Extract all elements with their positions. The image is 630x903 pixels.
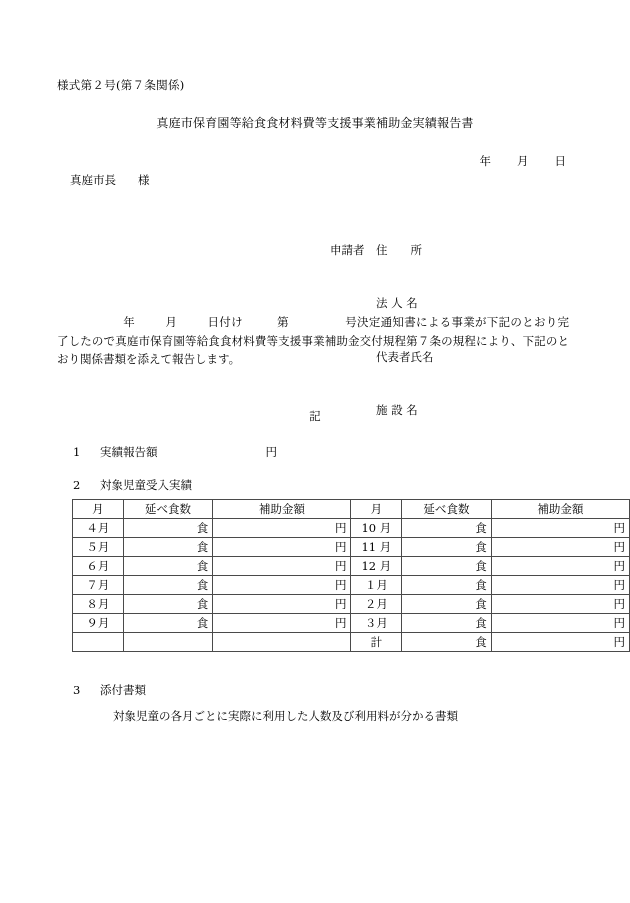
cell-meals-left[interactable]: 食 [123, 614, 213, 633]
cell-meals-left[interactable]: 食 [123, 595, 213, 614]
applicant-label: 申請者 [330, 242, 365, 257]
form-number: 様式第２号(第７条関係) [57, 78, 185, 92]
cell-month-left: ９月 [73, 614, 124, 633]
addressee-honorific: 様 [138, 173, 150, 187]
cell-meals-left[interactable]: 食 [123, 519, 213, 538]
cell-meals-right[interactable]: 食 [402, 595, 492, 614]
cell-month-right: 10 月 [351, 519, 402, 538]
applicant-facility-label: 施 設 名 [376, 402, 418, 417]
header-amount-right: 補助金額 [491, 500, 629, 519]
body-number-prefix: 第 [276, 315, 289, 329]
body-paragraph [57, 313, 569, 369]
header-month-right: 月 [351, 500, 402, 519]
table-row [73, 595, 630, 614]
header-month-left: 月 [73, 500, 124, 519]
cell-amount-right[interactable]: 円 [491, 519, 629, 538]
performance-table [72, 499, 630, 652]
applicant-address-label: 住 所 [376, 242, 422, 257]
document-title: 真庭市保育園等給食食材料費等支援事業補助金実績報告書 [156, 116, 474, 130]
item-2-children-record [73, 477, 192, 494]
item-2-number: 2 [73, 478, 81, 492]
cell-month-left: ７月 [73, 576, 124, 595]
header-meals-left: 延べ食数 [123, 500, 213, 519]
cell-month-left: ６月 [73, 557, 124, 576]
cell-meals-right[interactable]: 食 [402, 519, 492, 538]
cell-month-right: １月 [351, 576, 402, 595]
ki-marker: 記 [309, 409, 321, 423]
addressee-name: 真庭市長 [70, 173, 116, 187]
cell-meals-right[interactable]: 食 [402, 576, 492, 595]
item-1-unit: 円 [265, 445, 277, 459]
cell-amount-left[interactable]: 円 [213, 557, 351, 576]
cell-month-left: ５月 [73, 538, 124, 557]
item-1-number: 1 [73, 445, 81, 459]
item-1-performance-amount [73, 444, 277, 461]
cell-amount-left[interactable]: 円 [213, 614, 351, 633]
spacer-cell [123, 633, 213, 652]
table-row [73, 519, 630, 538]
item-3-number: 3 [73, 683, 81, 697]
applicant-corp-row [330, 295, 434, 313]
addressee [70, 172, 150, 189]
cell-meals-left[interactable]: 食 [123, 576, 213, 595]
cell-meals-right[interactable]: 食 [402, 614, 492, 633]
cell-amount-right[interactable]: 円 [491, 538, 629, 557]
date-line [0, 153, 566, 170]
header-amount-left: 補助金額 [213, 500, 351, 519]
header-meals-right: 延べ食数 [402, 500, 492, 519]
date-year: 年 [479, 154, 491, 168]
item-3-detail: 対象児童の各月ごとに実際に利用した人数及び利用料が分かる書類 [113, 709, 458, 723]
body-text: 号決定通知書による事業が下記のとおり完了したので真庭市保育園等給食食材料費等支援事業補助金交付規程第７条の規程により、下記のとおり関係書類を添えて報告します。 [57, 315, 570, 367]
cell-amount-left[interactable]: 円 [213, 595, 351, 614]
table-row [73, 576, 630, 595]
spacer-cell [73, 633, 124, 652]
total-amount[interactable]: 円 [491, 633, 629, 652]
cell-amount-right[interactable]: 円 [491, 595, 629, 614]
item-1-label: 実績報告額 [100, 445, 158, 459]
cell-month-right: ３月 [351, 614, 402, 633]
cell-amount-left[interactable]: 円 [213, 576, 351, 595]
cell-meals-right[interactable]: 食 [402, 538, 492, 557]
cell-amount-left[interactable]: 円 [213, 538, 351, 557]
cell-amount-left[interactable]: 円 [213, 519, 351, 538]
cell-month-right: ２月 [351, 595, 402, 614]
cell-amount-right[interactable]: 円 [491, 614, 629, 633]
cell-meals-left[interactable]: 食 [123, 557, 213, 576]
spacer-cell [213, 633, 351, 652]
date-day: 日 [554, 154, 566, 168]
cell-amount-right[interactable]: 円 [491, 557, 629, 576]
table-total-row [73, 633, 630, 652]
cell-meals-left[interactable]: 食 [123, 538, 213, 557]
body-date-month: 月 [165, 315, 178, 329]
body-date-year: 年 [123, 315, 136, 329]
table-row [73, 538, 630, 557]
applicant-corporation-label: 法 人 名 [376, 296, 418, 311]
applicant-representative-label: 代表者氏名 [376, 349, 434, 364]
cell-month-right: 11 月 [351, 538, 402, 557]
table-row [73, 557, 630, 576]
body-date-day: 日付け [207, 315, 243, 329]
total-label: 計 [351, 633, 402, 652]
item-3-label: 添付書類 [100, 683, 146, 697]
table-header-row [73, 500, 630, 519]
cell-month-left: ８月 [73, 595, 124, 614]
item-2-label: 対象児童受入実績 [100, 478, 192, 492]
item-3-attachments [73, 682, 146, 699]
cell-meals-right[interactable]: 食 [402, 557, 492, 576]
cell-month-right: 12 月 [351, 557, 402, 576]
applicant-address-row [330, 242, 434, 260]
total-meals[interactable]: 食 [402, 633, 492, 652]
table-row [73, 614, 630, 633]
cell-amount-right[interactable]: 円 [491, 576, 629, 595]
cell-month-left: ４月 [73, 519, 124, 538]
date-month: 月 [517, 154, 529, 168]
